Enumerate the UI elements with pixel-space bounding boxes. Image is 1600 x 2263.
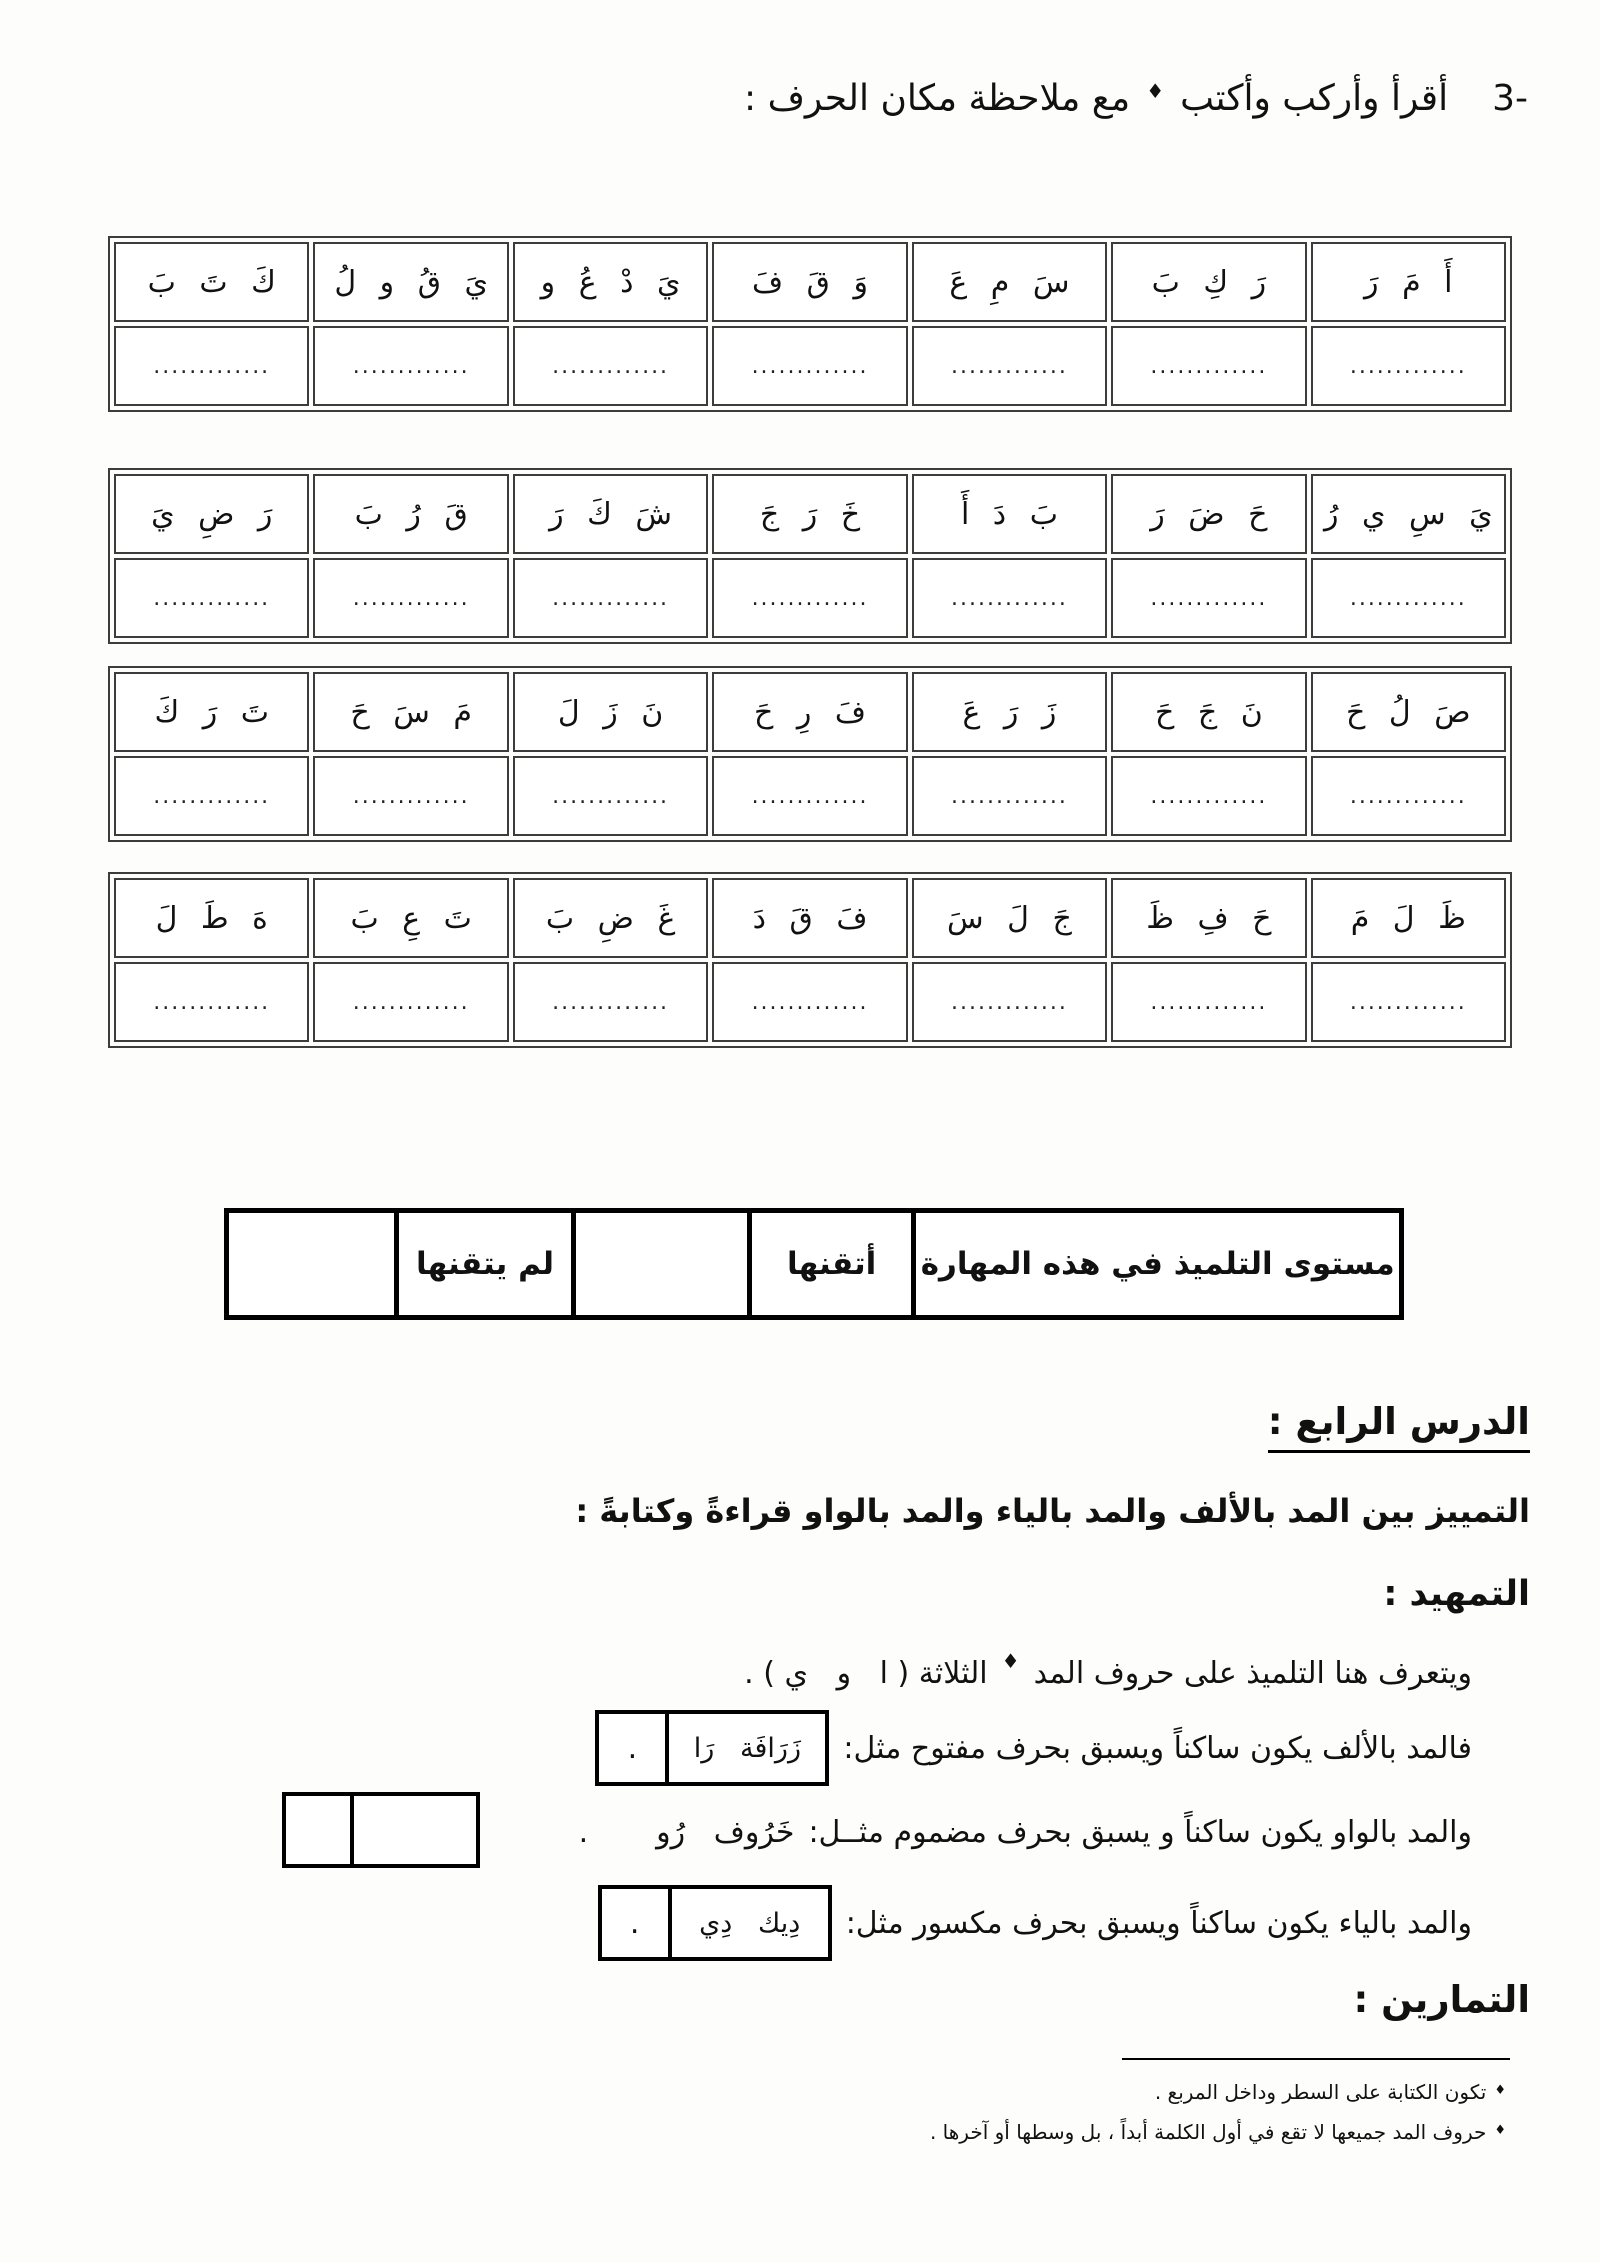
word-cell: صَ لُ حَ bbox=[1311, 672, 1506, 752]
word-table-3 bbox=[108, 666, 1512, 842]
intro-line-letters: الثلاثة ( ا و ي ) . bbox=[744, 1655, 988, 1691]
mastered-label-cell: أتقنها bbox=[749, 1211, 914, 1318]
word-table-1 bbox=[108, 236, 1512, 412]
word-cell: هَ طَ لَ bbox=[114, 878, 309, 958]
footnote-text: حروف المد جميعها لا تقع في أول الكلمة أبداً ، بل وسطها أو آخرها . bbox=[929, 2120, 1487, 2144]
lesson-title: الدرس الرابع : bbox=[1268, 1400, 1530, 1453]
word-cell: سَ مِ عَ bbox=[912, 242, 1107, 322]
word-cell: فَ قَ دَ bbox=[712, 878, 907, 958]
word-table-2 bbox=[108, 468, 1512, 644]
word-row bbox=[114, 878, 1506, 958]
write-line-dots: ............. bbox=[1111, 558, 1306, 638]
word-row bbox=[114, 474, 1506, 554]
write-line-dots: ............. bbox=[1311, 756, 1506, 836]
word-cell: يَ سِ ي رُ bbox=[1311, 474, 1506, 554]
lesson-subtitle: التمييز بين المد بالألف والمد بالياء والمد بالواو قراءةً وكتابةً : bbox=[575, 1492, 1530, 1530]
example-box-yaa bbox=[598, 1885, 832, 1961]
write-line-dots: ............. bbox=[313, 962, 508, 1042]
word-cell: رَ ضِ يَ bbox=[114, 474, 309, 554]
word-cell: قَ رُ بَ bbox=[313, 474, 508, 554]
answer-row bbox=[114, 558, 1506, 638]
write-line-dots: ............. bbox=[712, 558, 907, 638]
exercise-number: 3- bbox=[1492, 78, 1528, 119]
sentence-period: . bbox=[578, 1814, 589, 1850]
write-line-dots: ............. bbox=[912, 558, 1107, 638]
write-line-dots: ............. bbox=[1111, 326, 1306, 406]
intro-line-text: ويتعرف هنا التلميذ على حروف المد bbox=[1033, 1655, 1472, 1691]
footnote-text: تكون الكتابة على السطر وداخل المربع . bbox=[1154, 2080, 1487, 2104]
write-line-dots: ............. bbox=[513, 756, 708, 836]
madd-alif-line bbox=[595, 1706, 1472, 1790]
intro-line-madd-letters bbox=[744, 1645, 1472, 1701]
write-line-dots: ............. bbox=[912, 326, 1107, 406]
word-cell: غَ ضِ بَ bbox=[513, 878, 708, 958]
word-cell: أَ مَ رَ bbox=[1311, 242, 1506, 322]
word-cell: فَ رِ حَ bbox=[712, 672, 907, 752]
madd-yaa-text: والمد بالياء يكون ساكناً ويسبق بحرف مكسور مثل: bbox=[845, 1905, 1472, 1941]
write-line-dots: ............. bbox=[712, 962, 907, 1042]
not-mastered-label-cell: لم يتقنها bbox=[397, 1211, 573, 1318]
write-line-dots: ............. bbox=[114, 558, 309, 638]
word-cell: وَ قَ فَ bbox=[712, 242, 907, 322]
write-line-dots: ............. bbox=[912, 756, 1107, 836]
madd-waw-line bbox=[579, 1796, 1472, 1868]
write-line-dots: ............. bbox=[712, 326, 907, 406]
write-line-dots: ............. bbox=[712, 756, 907, 836]
word-table-4 bbox=[108, 872, 1512, 1048]
write-line-dots: ............. bbox=[114, 326, 309, 406]
write-line-dots: ............. bbox=[1111, 756, 1306, 836]
exercise-heading bbox=[744, 78, 1528, 119]
footnote bbox=[1155, 2080, 1506, 2104]
word-cell: خَ رَ جَ bbox=[712, 474, 907, 554]
word-cell: مَ سَ حَ bbox=[313, 672, 508, 752]
empty-cell bbox=[354, 1796, 476, 1864]
answer-row bbox=[114, 962, 1506, 1042]
write-line-dots: ............. bbox=[1311, 326, 1506, 406]
not-mastered-checkbox-cell bbox=[227, 1211, 397, 1318]
word-cell: بَ دَ أَ bbox=[912, 474, 1107, 554]
word-cell: ظَ لَ مَ bbox=[1311, 878, 1506, 958]
word-cell: جَ لَ سَ bbox=[912, 878, 1107, 958]
exercise-heading-rest: مع ملاحظة مكان الحرف : bbox=[744, 78, 1131, 119]
write-line-dots: ............. bbox=[313, 756, 508, 836]
write-line-dots: ............. bbox=[313, 558, 508, 638]
word-cell: شَ كَ رَ bbox=[513, 474, 708, 554]
footnote-separator bbox=[1122, 2058, 1510, 2060]
example-word: زَرَافَة رَا bbox=[693, 1732, 802, 1764]
madd-yaa-line bbox=[598, 1880, 1472, 1966]
word-cell: نَ زَ لَ bbox=[513, 672, 708, 752]
footnote bbox=[930, 2120, 1506, 2144]
skill-level-row bbox=[227, 1211, 1402, 1318]
empty-cell bbox=[286, 1796, 354, 1864]
diamond-footnote-marker-icon: ♦ bbox=[1001, 1649, 1020, 1673]
word-cell: حَ فِ ظَ bbox=[1111, 878, 1306, 958]
write-line-dots: ............. bbox=[1311, 962, 1506, 1042]
word-row bbox=[114, 672, 1506, 752]
write-line-dots: ............. bbox=[1311, 558, 1506, 638]
madd-alif-text: فالمد بالألف يكون ساكناً ويسبق بحرف مفتوح مثل: bbox=[843, 1730, 1472, 1766]
exercise-heading-text: أقرأ وأركب وأكتب bbox=[1180, 78, 1449, 119]
write-line-dots: ............. bbox=[313, 326, 508, 406]
word-cell: يَ قُ و لُ bbox=[313, 242, 508, 322]
word-cell: تَ رَ كَ bbox=[114, 672, 309, 752]
write-line-dots: ............. bbox=[513, 962, 708, 1042]
diamond-footnote-marker-icon: ♦ bbox=[1146, 79, 1165, 103]
write-line-dots: ............. bbox=[513, 326, 708, 406]
skill-level-table bbox=[224, 1208, 1404, 1320]
example-word: دِيك دِي bbox=[699, 1907, 801, 1939]
diamond-footnote-marker-icon: ♦ bbox=[1494, 2123, 1506, 2138]
example-answer-cell: . bbox=[602, 1889, 672, 1957]
example-word: خَرُوف رُو bbox=[656, 1814, 795, 1850]
word-cell: يَ دْ عُ و bbox=[513, 242, 708, 322]
write-line-dots: ............. bbox=[1111, 962, 1306, 1042]
write-line-dots: ............. bbox=[114, 962, 309, 1042]
word-row bbox=[114, 242, 1506, 322]
example-answer-cell: . bbox=[599, 1714, 669, 1782]
empty-answer-box bbox=[282, 1792, 480, 1868]
write-line-dots: ............. bbox=[513, 558, 708, 638]
word-cell: رَ كِ بَ bbox=[1111, 242, 1306, 322]
word-cell: حَ ضَ رَ bbox=[1111, 474, 1306, 554]
mastered-checkbox-cell bbox=[573, 1211, 749, 1318]
example-box-alif bbox=[595, 1710, 829, 1786]
answer-row bbox=[114, 326, 1506, 406]
write-line-dots: ............. bbox=[114, 756, 309, 836]
intro-heading: التمهيد : bbox=[1383, 1574, 1530, 1614]
exercises-heading: التمارين : bbox=[1353, 1978, 1530, 2021]
word-cell: كَ تَ بَ bbox=[114, 242, 309, 322]
answer-row bbox=[114, 756, 1506, 836]
madd-waw-text: والمد بالواو يكون ساكناً و يسبق بحرف مضموم مثــل: bbox=[808, 1814, 1472, 1850]
word-cell: زَ رَ عَ bbox=[912, 672, 1107, 752]
skill-label-cell: مستوى التلميذ في هذه المهارة bbox=[914, 1211, 1402, 1318]
word-cell: نَ جَ حَ bbox=[1111, 672, 1306, 752]
write-line-dots: ............. bbox=[912, 962, 1107, 1042]
word-cell: تَ عِ بَ bbox=[313, 878, 508, 958]
diamond-footnote-marker-icon: ♦ bbox=[1494, 2083, 1506, 2098]
